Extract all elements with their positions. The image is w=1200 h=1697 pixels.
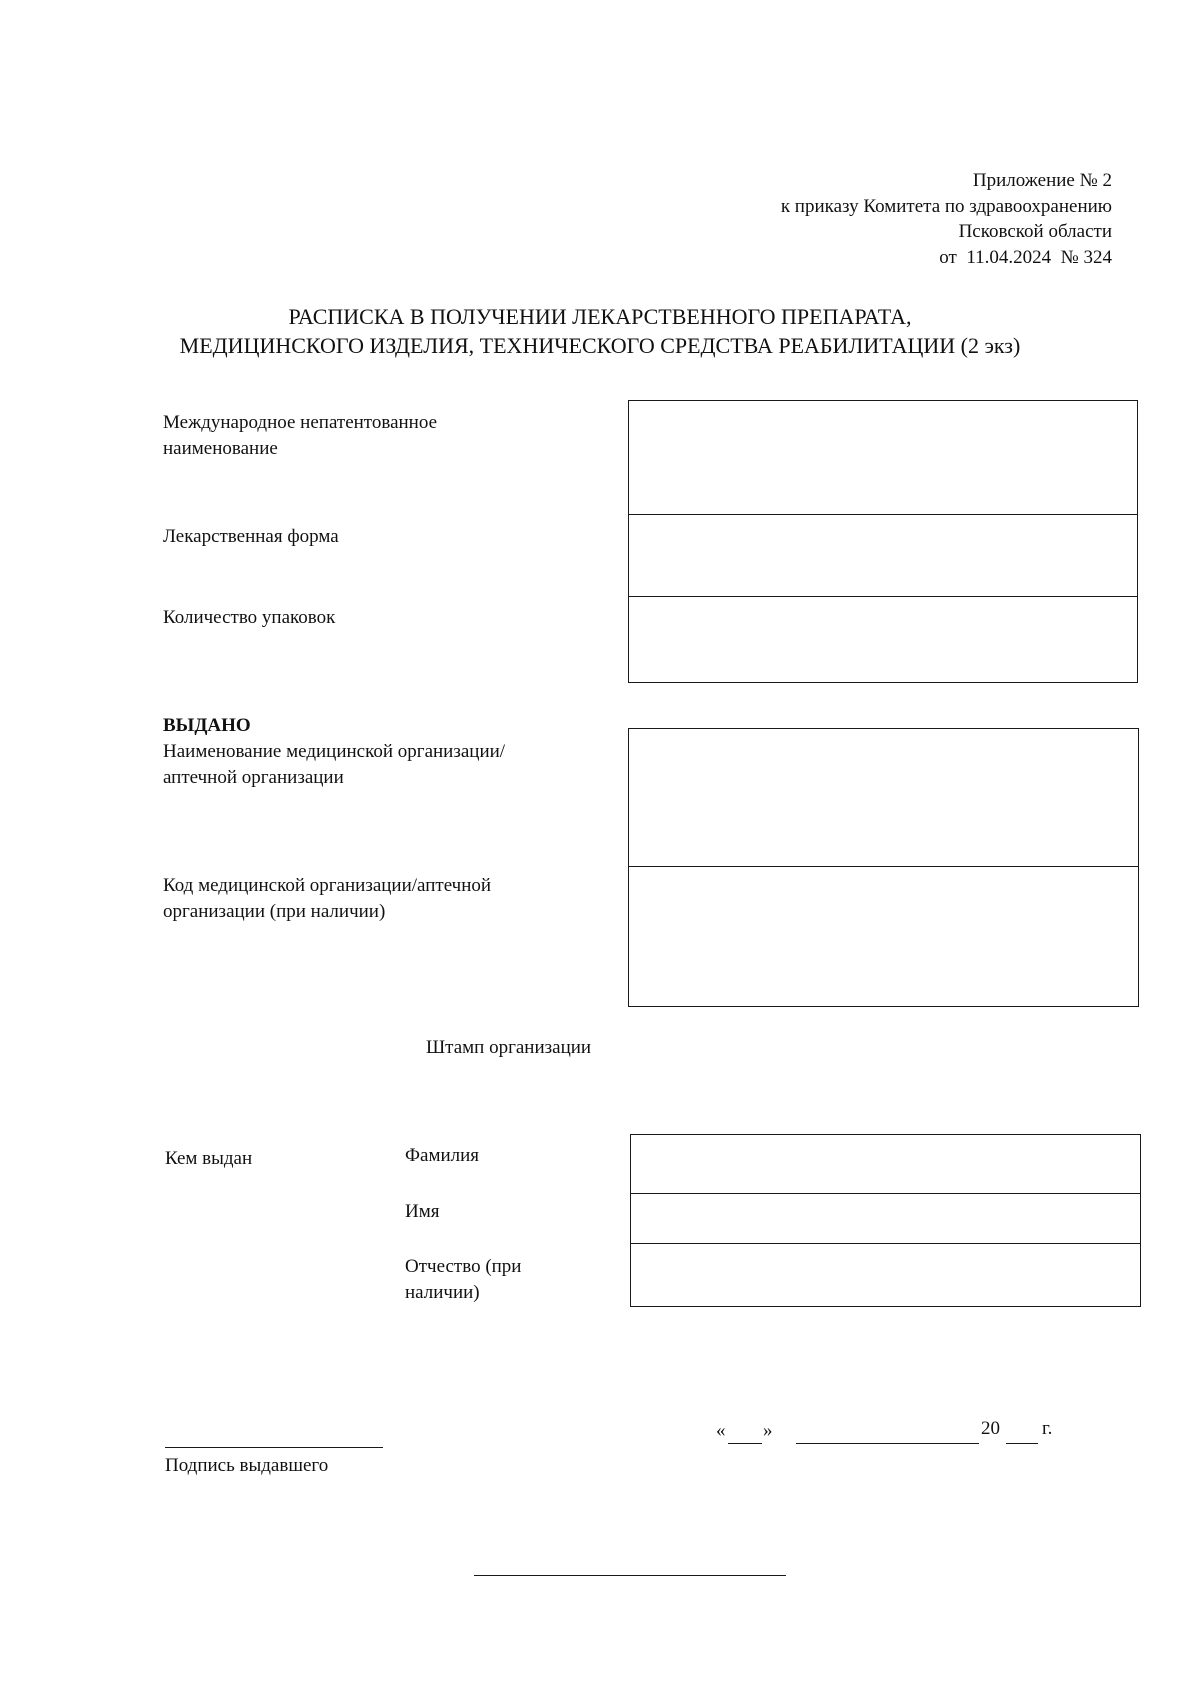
org-code-label-line-1: Код медицинской организации/аптечной — [163, 875, 492, 896]
stamp-label: Штамп организации — [426, 1037, 592, 1058]
inn-field[interactable] — [629, 401, 1137, 514]
package-count-label: Количество упаковок — [163, 607, 336, 628]
org-code-field[interactable] — [629, 866, 1138, 1006]
dosage-form-label: Лекарственная форма — [163, 526, 339, 547]
date-day-line[interactable] — [728, 1443, 762, 1444]
patronymic-label-line-2: наличии) — [405, 1282, 480, 1303]
appendix-order: к приказу Комитета по здравоохранению — [780, 195, 1112, 217]
inn-label-line-2: наименование — [163, 438, 278, 459]
org-name-field[interactable] — [629, 729, 1138, 866]
issuer-name-table — [630, 1134, 1141, 1307]
surname-field[interactable] — [631, 1135, 1140, 1193]
issued-heading: ВЫДАНО — [163, 715, 251, 736]
first-name-label: Имя — [405, 1201, 440, 1222]
date-month-line[interactable] — [796, 1443, 979, 1444]
appendix-region: Псковской области — [958, 221, 1112, 242]
date-year-line[interactable] — [1006, 1443, 1038, 1444]
appendix-reference — [592, 168, 1112, 270]
org-code-label-line-2: организации (при наличии) — [163, 901, 386, 922]
patronymic-label — [405, 1254, 521, 1306]
inn-label-line-1: Международное непатентованное — [163, 412, 437, 433]
title-line-2: МЕДИЦИНСКОГО ИЗДЕЛИЯ, ТЕХНИЧЕСКОГО СРЕДСТВА РЕАБИЛИТАЦИИ (2 экз) — [179, 333, 1021, 358]
signature-line[interactable] — [165, 1447, 383, 1448]
patronymic-field[interactable] — [631, 1243, 1140, 1306]
first-name-field[interactable] — [631, 1193, 1140, 1244]
appendix-date-number: от 11.04.2024 № 324 — [939, 246, 1112, 268]
date-year-suffix: г. — [1042, 1418, 1053, 1439]
org-code-label — [163, 873, 491, 925]
issued-by-label: Кем выдан — [165, 1148, 253, 1169]
package-count-field[interactable] — [629, 596, 1137, 682]
title-line-1: РАСПИСКА В ПОЛУЧЕНИИ ЛЕКАРСТВЕННОГО ПРЕПАРАТА, — [288, 304, 912, 329]
appendix-number: Приложение № 2 — [972, 170, 1112, 191]
organization-table — [628, 728, 1139, 1007]
org-name-label-line-1: Наименование медицинской организации/ — [163, 741, 506, 762]
dosage-form-field[interactable] — [629, 514, 1137, 597]
patronymic-label-line-1: Отчество (при — [405, 1256, 522, 1277]
date-open-quote: « — [716, 1420, 726, 1441]
drug-info-table — [628, 400, 1138, 683]
date-close-quote: » — [763, 1420, 773, 1441]
org-name-label — [163, 739, 505, 791]
surname-label: Фамилия — [405, 1145, 480, 1166]
org-name-label-line-2: аптечной организации — [163, 767, 344, 788]
signature-label: Подпись выдавшего — [165, 1455, 329, 1476]
bottom-line — [474, 1575, 786, 1576]
date-year-prefix: 20 — [981, 1418, 1000, 1439]
inn-label — [163, 410, 437, 462]
document-title — [0, 302, 1200, 360]
